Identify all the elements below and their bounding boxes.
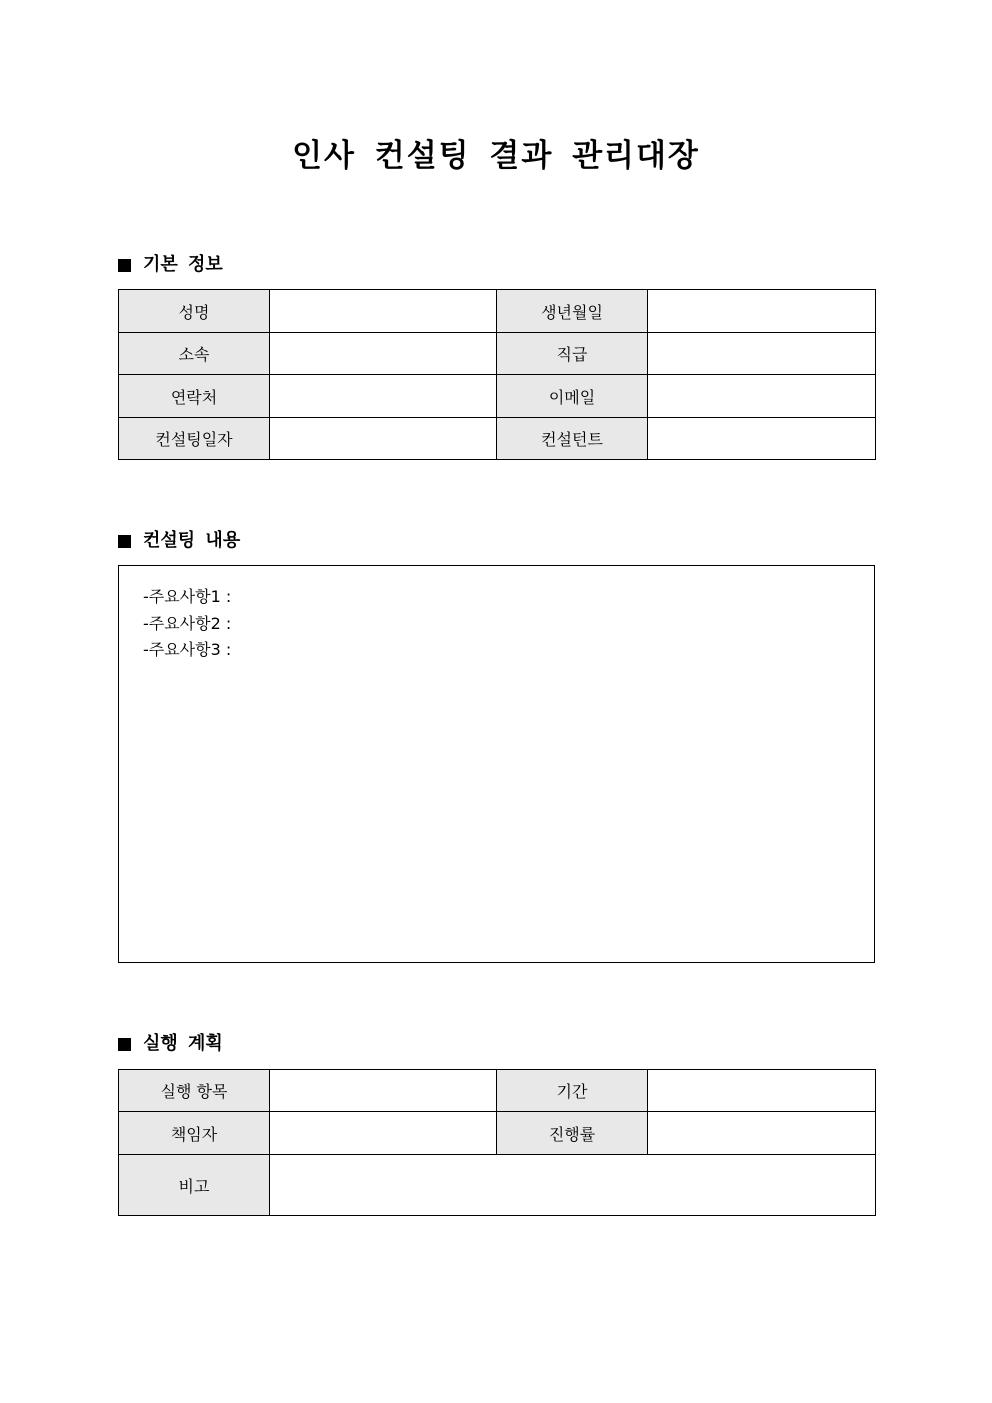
section-heading-label: 기본 정보 [143, 254, 223, 275]
section-heading-label: 실행 계획 [143, 1033, 223, 1054]
label-cell-progress: 진행률 [497, 1112, 648, 1155]
list-item: -주요사항3 : [143, 640, 232, 659]
progress-field[interactable] [648, 1112, 876, 1155]
table-row [119, 1155, 876, 1216]
period-field[interactable] [648, 1070, 876, 1112]
label-cell-remarks: 비고 [119, 1155, 270, 1216]
section-heading-label: 컨설팅 내용 [143, 530, 241, 551]
label-cell-consultant: 컨설턴트 [497, 418, 648, 460]
action-plan-table [118, 1069, 876, 1216]
list-item: -주요사항1 : [143, 587, 232, 606]
list-item: -주요사항2 : [143, 613, 232, 633]
square-bullet-icon [118, 259, 131, 272]
label-cell-consulting-date: 컨설팅일자 [119, 418, 270, 460]
document-title: 인사 컨설팅 결과 관리대장 [292, 138, 700, 174]
action-item-field[interactable] [270, 1070, 497, 1112]
square-bullet-icon [118, 535, 131, 548]
table-row [119, 1070, 876, 1112]
label-cell-position: 직급 [497, 333, 648, 375]
consulting-content-box[interactable] [118, 565, 875, 963]
table-row [119, 290, 876, 333]
name-field[interactable] [270, 290, 497, 333]
section-heading-consulting-content [118, 528, 240, 554]
section-heading-action-plan [118, 1031, 223, 1057]
label-cell-name: 성명 [119, 290, 270, 333]
square-bullet-icon [118, 1038, 131, 1051]
table-row [119, 333, 876, 375]
table-row [119, 375, 876, 418]
label-cell-action-item: 실행 항목 [119, 1070, 270, 1112]
basic-info-table [118, 289, 876, 460]
affiliation-field[interactable] [270, 333, 497, 375]
contact-field[interactable] [270, 375, 497, 418]
owner-field[interactable] [270, 1112, 497, 1155]
consultant-field[interactable] [648, 418, 876, 460]
label-cell-contact: 연락처 [119, 375, 270, 418]
label-cell-period: 기간 [497, 1070, 648, 1112]
label-cell-owner: 책임자 [119, 1112, 270, 1155]
position-field[interactable] [648, 333, 876, 375]
label-cell-affiliation: 소속 [119, 333, 270, 375]
consulting-date-field[interactable] [270, 418, 497, 460]
email-field[interactable] [648, 375, 876, 418]
table-row [119, 418, 876, 460]
key-items-list [119, 566, 874, 664]
label-cell-birthdate: 생년월일 [497, 290, 648, 333]
label-cell-email: 이메일 [497, 375, 648, 418]
section-heading-basic-info [118, 252, 223, 278]
remarks-field[interactable] [270, 1155, 876, 1216]
table-row [119, 1112, 876, 1155]
birthdate-field[interactable] [648, 290, 876, 333]
